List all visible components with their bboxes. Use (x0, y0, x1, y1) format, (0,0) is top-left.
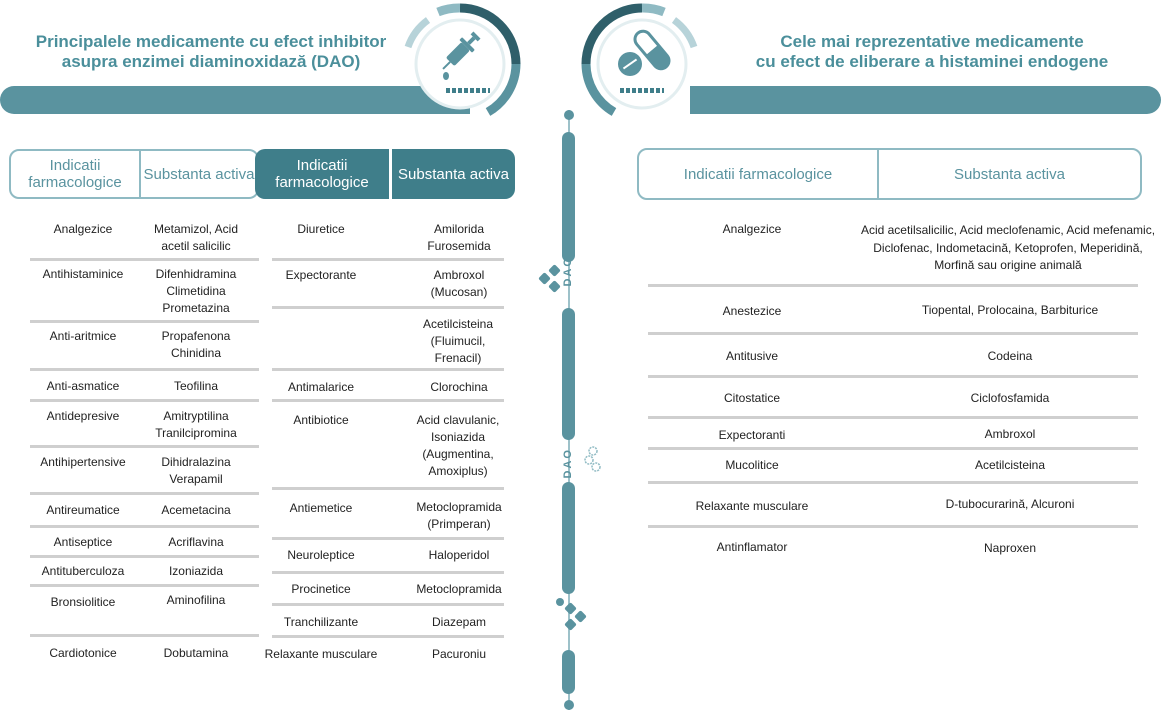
pills-scale-bar (620, 88, 664, 93)
table-b-row-4-sub: Acid clavulanic, Isoniazida (Augmentina, Amoxiplus) (416, 413, 500, 478)
right-header-substanta: Substanta activa (877, 148, 1142, 200)
table-b-row-9-ind: Relaxante musculare (264, 647, 378, 661)
row-separator (30, 320, 259, 323)
row-separator (648, 284, 1138, 287)
table-a-row-1-ind: Antihistaminice (42, 267, 124, 281)
table-b-row-1-sub: Ambroxol (Mucosan) (430, 268, 488, 299)
row-separator (648, 447, 1138, 450)
row-separator (30, 399, 259, 402)
row-separator (272, 258, 504, 261)
row-separator (30, 258, 259, 261)
right-row-0-sub: Acid acetilsalicilic, Acid meclofenamic, Acid mefenamic, Diclofenac, Indometacină, Ketoprofen, Meperidină, Morfină sau origine animală (860, 223, 1156, 272)
table-b-row-9-sub: Pacuroniu (431, 647, 487, 661)
left-b-header-substanta: Substanta activa (392, 149, 515, 199)
pills-icon (614, 26, 674, 87)
table-b-row-5-ind: Antiemetice (289, 501, 353, 515)
table-a-row-3-ind: Anti-asmatice (46, 379, 120, 393)
table-b-row-6-sub: Haloperidol (428, 548, 490, 562)
right-row-4-ind: Expectoranti (718, 428, 786, 442)
right-row-5-sub: Acetilcisteina (974, 458, 1046, 472)
table-b-row-0-sub: Amilorida Furosemida (427, 222, 491, 253)
right-title (712, 32, 1152, 72)
right-row-4-sub: Ambroxol (984, 427, 1036, 441)
row-separator (648, 416, 1138, 419)
table-a-row-4-ind: Antidepresive (46, 409, 120, 423)
row-separator (272, 368, 504, 371)
row-separator (30, 634, 259, 637)
table-a-row-10-ind: Cardiotonice (49, 646, 117, 660)
left-a-header-indicatii: Indicatii farmacologice (9, 149, 141, 199)
right-row-2-ind: Antitusive (725, 349, 779, 363)
row-separator (648, 375, 1138, 378)
left-title-line2: asupra enzimei diaminoxidază (DAO) (61, 52, 361, 71)
molecule-outline-icon (584, 446, 602, 477)
table-a-row-5-sub: Dihidralazina Verapamil (161, 455, 231, 486)
right-row-6-ind: Relaxante musculare (695, 499, 809, 513)
table-b-row-3-sub: Clorochina (430, 380, 488, 394)
syringe-scale-bar (446, 88, 490, 93)
table-a-row-0-sub: Metamizol, Acid acetil salicilic (153, 222, 239, 253)
right-header-indicatii: Indicatii farmacologice (637, 148, 879, 200)
table-a-row-8-sub: Izoniazida (168, 564, 224, 578)
table-a-row-7-ind: Antiseptice (53, 535, 113, 549)
right-title-line2: cu efect de eliberare a histaminei endogene (755, 52, 1109, 71)
row-separator (272, 603, 504, 606)
left-a-header-substanta: Substanta activa (139, 149, 259, 199)
row-separator (30, 368, 259, 371)
left-title (6, 32, 416, 72)
syringe-icon (436, 28, 484, 89)
left-title-line1: Principalele medicamente cu efect inhibitor (35, 32, 387, 51)
right-row-2-sub: Codeina (987, 349, 1033, 363)
table-a-row-5-ind: Antihipertensive (40, 455, 126, 469)
right-row-1-ind: Anestezice (722, 304, 782, 318)
table-b-row-6-ind: Neuroleptice (287, 548, 355, 562)
table-b-row-8-ind: Tranchilizante (283, 615, 359, 629)
right-title-line1: Cele mai reprezentative medicamente (780, 32, 1084, 51)
row-separator (272, 571, 504, 574)
table-b-row-7-sub: Metoclopramida (416, 582, 502, 596)
row-separator (30, 555, 259, 558)
right-row-7-sub: Naproxen (983, 541, 1037, 555)
table-b-row-1-ind: Expectorante (285, 268, 357, 282)
table-b-row-2-sub: Acetilcisteina (Fluimucil, Frenacil) (422, 317, 494, 365)
right-row-7-ind: Antinflamator (716, 540, 788, 554)
table-a-row-0-ind: Analgezice (53, 222, 113, 236)
row-separator (30, 584, 259, 587)
table-b-row-0-ind: Diuretice (297, 222, 345, 236)
table-a-row-2-sub: Propafenona Chinidina (161, 329, 231, 360)
row-separator (272, 537, 504, 540)
right-row-5-ind: Mucolitice (725, 458, 779, 472)
table-a-row-9-sub: Aminofilina (166, 593, 226, 607)
table-a-row-1-sub: Difenhidramina Climetidina Prometazina (155, 267, 237, 315)
table-b-row-7-ind: Procinetice (291, 582, 351, 596)
table-b-row-3-ind: Antimalarice (287, 380, 355, 394)
row-separator (30, 525, 259, 528)
right-row-1-sub: Tiopental, Prolocaina, Barbiturice (921, 303, 1099, 317)
right-row-3-ind: Citostatice (723, 391, 781, 405)
table-a-row-10-sub: Dobutamina (163, 646, 229, 660)
row-separator (648, 332, 1138, 335)
right-row-0-ind: Analgezice (722, 222, 782, 236)
table-b-row-5-sub: Metoclopramida (Primperan) (416, 500, 502, 531)
table-a-row-6-ind: Antireumatice (46, 503, 120, 517)
row-separator (272, 306, 504, 309)
table-a-row-7-sub: Acriflavina (168, 535, 224, 549)
right-header-band (690, 86, 1161, 114)
right-row-6-sub: D-tubocurarină, Alcuroni (945, 497, 1075, 511)
table-a-row-2-ind: Anti-aritmice (49, 329, 117, 343)
row-separator (272, 399, 504, 402)
row-separator (272, 635, 504, 638)
row-separator (648, 481, 1138, 484)
right-row-3-sub: Ciclofosfamida (970, 391, 1050, 405)
row-separator (30, 492, 259, 495)
table-a-row-4-sub: Amitryptilina Tranilcipromina (155, 409, 237, 440)
dao-label-top: DAO (562, 256, 574, 287)
row-separator (648, 525, 1138, 528)
table-a-row-3-sub: Teofilina (173, 379, 219, 393)
table-b-row-8-sub: Diazepam (431, 615, 487, 629)
pills-medallion (580, 2, 704, 126)
row-separator (272, 487, 504, 490)
syringe-medallion (398, 2, 522, 126)
table-a-row-9-ind: Bronsiolitice (50, 595, 116, 609)
table-b-row-4-ind: Antibiotice (293, 413, 349, 427)
left-b-header-indicatii: Indicatii farmacologice (255, 149, 389, 199)
table-a-row-8-ind: Antituberculoza (41, 564, 125, 578)
row-separator (30, 445, 259, 448)
dao-label-middle: DAO (562, 448, 574, 479)
table-a-row-6-sub: Acemetacina (161, 503, 231, 517)
